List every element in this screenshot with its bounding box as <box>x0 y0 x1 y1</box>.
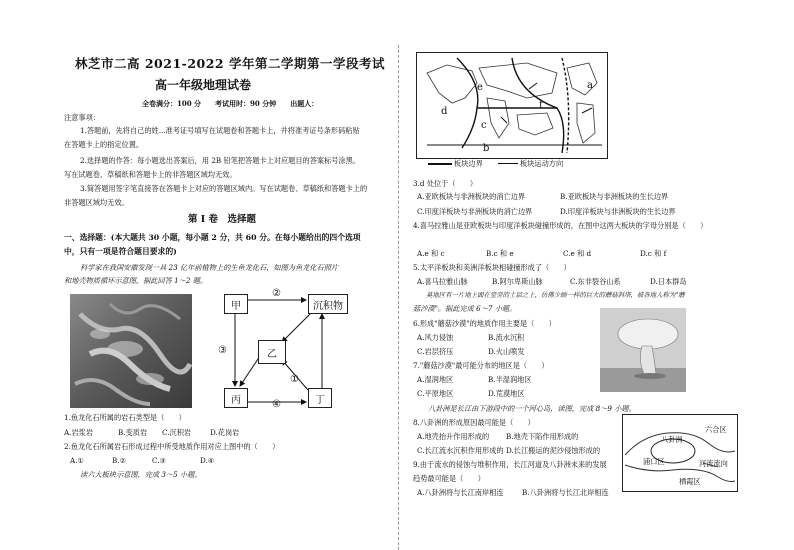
q2-option: C.③ <box>152 456 166 465</box>
map-label-d: d <box>441 106 448 117</box>
passage: 和地壳物质循环示意图，据此回答 1～2 题。 <box>64 276 208 285</box>
q5-option: C.东非裂谷山系 <box>570 277 621 286</box>
passage: 八卦洲是长江由下游段中的一个河心岛，读图，完成 8～9 小题。 <box>428 404 636 413</box>
note-line: 写在试题卷、草稿纸和答题卡上的非答题区域均无效。 <box>64 170 237 179</box>
q3-option: B.亚欧板块与非洲板块的生长边界 <box>560 192 669 201</box>
question-4: 4.喜马拉雅山是亚欧板块与印度洋板块碰撞形成的，在图中这两大板块的字母分别是（ ） <box>413 221 708 230</box>
q8-option: D.长江搬运的泥沙侵蚀形成的 <box>506 446 601 455</box>
q1-option: A.岩浆岩 <box>64 428 94 437</box>
passage: 莫地区有一片地上面在堂旁的土层之上，仿佛少顾一样的巨大的蘑菇斜塔，被各地人称为"蘑 <box>426 291 685 299</box>
q3-option: C.印度洋板块与非洲板块的消亡边界 <box>417 207 533 216</box>
question-1: 1.鱼龙化石所属的岩石类型是（ ） <box>64 413 186 422</box>
fossil-photo <box>70 294 192 408</box>
question-5: 5.太平洋板块和美洲洋板块相碰撞形成了（ ） <box>413 263 571 272</box>
q3-option: D.印度洋板块与非洲板块的生长边界 <box>560 207 676 216</box>
node-ding: 丁 <box>308 388 332 408</box>
section-title: 第 I 卷 选择题 <box>188 214 257 225</box>
label-3: ③ <box>218 345 227 356</box>
map-label-f: f <box>539 100 543 111</box>
question-3: 3.d 处位于（ ） <box>413 179 478 188</box>
island-map <box>622 414 738 492</box>
label-4: ④ <box>272 399 281 410</box>
q6-option: A.风力侵蚀 <box>417 333 454 342</box>
notes-heading: 注意事项： <box>64 113 100 122</box>
passage: 读六大板块示意图，完成 3～5 小题。 <box>80 470 202 479</box>
q7-option: C.平原地区 <box>417 389 454 398</box>
question-7: 7."蘑菇沙漠"最可能分布的地区是（ ） <box>413 361 549 370</box>
question-2: 2.鱼龙化石所属岩石形成过程中所受地质作用对应上图中的（ ） <box>64 442 280 451</box>
section-intro: 中，只有一项是符合题目要求的) <box>64 247 177 256</box>
map-label-b: b <box>483 143 490 154</box>
map-label-c: c <box>481 120 487 131</box>
note-line: 1.答题前，先将自己的姓...准考证号填写在试题卷和答题卡上，并将准考证号条形码粘贴 <box>80 126 360 135</box>
map-label-e: e <box>477 82 483 93</box>
q8-option: B.地壳下陷作用形成的 <box>506 432 579 441</box>
q9-option: A.八卦洲将与长江南岸相连 <box>417 488 504 497</box>
q6-option: D.火山喷发 <box>488 347 525 356</box>
q1-option: B.变质岩 <box>118 428 148 437</box>
q5-option: D.日本群岛 <box>650 277 687 286</box>
q4-option: B.c 和 e <box>486 249 514 258</box>
label-2: ② <box>272 288 281 299</box>
plate-map <box>416 52 608 159</box>
q4-option: A.e 和 c <box>417 249 445 258</box>
district-label: 浦口区 <box>643 457 665 466</box>
passage: 菇沙漠"。据此完成 6～7 小题。 <box>413 304 517 313</box>
legend-boundary: 板块边界 <box>454 159 483 168</box>
node-jia: 甲 <box>224 294 248 314</box>
exam-subtitle: 高一年级地理试卷 <box>155 78 252 92</box>
q7-option: B.半湿润地区 <box>488 375 532 384</box>
label-1: ① <box>290 374 299 385</box>
mushroom-rock-photo <box>600 308 686 392</box>
note-line: 2.选择题的作答：每小题选出答案后，用 2B 铅笔把答题卡上对应题目的答案标号涂黑。 <box>80 156 361 165</box>
exam-info: 全卷满分：100 分 考试用时：90 分钟 出题人： <box>142 99 319 108</box>
question-9: 9.由于流水的侵蚀与堆积作用，长江河道及八卦洲未来的发展 <box>413 460 607 469</box>
q4-option: D.c 和 f <box>640 249 667 258</box>
question-8: 8.八卦洲的形成原因最可能是（ ） <box>413 418 535 427</box>
legend-motion: 板块运动方向 <box>520 159 564 168</box>
arrow-legend-icon <box>498 163 518 164</box>
node-bing: 丙 <box>224 388 248 408</box>
district-label: 六合区 <box>705 425 727 434</box>
question-9-cont: 趋势最可能是（ ） <box>413 474 485 483</box>
q1-option: D.花岗岩 <box>210 428 240 437</box>
river-direction-label: 河流流向 <box>699 459 728 468</box>
column-divider <box>398 45 399 550</box>
q2-option: D.④ <box>200 456 215 465</box>
note-line: 在答题卡上的指定位置。 <box>64 140 144 149</box>
q4-option: C.e 和 d <box>563 249 592 258</box>
q7-option: A.湿润地区 <box>417 375 454 384</box>
q5-option: A.喜马拉雅山脉 <box>417 277 468 286</box>
q9-option: B.八卦洲将与长江北岸相连 <box>522 488 609 497</box>
q1-option: C.沉积岩 <box>162 428 192 437</box>
note-line: 3.简答题用签字笔直接答在答题卡上对应的答题区域内。写在试题卷、草稿纸和答题卡上的 <box>80 184 368 193</box>
question-6: 6.形成"蘑菇沙漠"的地质作用主要是（ ） <box>413 319 556 328</box>
map-label-a: a <box>587 80 593 91</box>
district-label: 栖霞区 <box>679 477 701 486</box>
node-yi: 乙 <box>258 340 286 364</box>
q8-option: C.长江流水沉积作用形成的 <box>417 446 504 455</box>
q6-option: C.岩层挤压 <box>417 347 454 356</box>
q7-option: D.荒漠地区 <box>488 389 525 398</box>
q2-option: A.① <box>70 456 84 465</box>
q3-option: A.亚欧板块与非洲板块的消亡边界 <box>417 192 526 201</box>
q5-option: B.阿尔卑斯山脉 <box>492 277 543 286</box>
boundary-legend-icon <box>428 163 452 165</box>
q8-option: A.地壳抬升作用形成的 <box>417 432 490 441</box>
section-intro: 一、选择题：(本大题共 30 小题，每小题 2 分，共 60 分。在每小题给出的四个选项 <box>64 233 361 242</box>
q6-option: B.流水沉积 <box>488 333 525 342</box>
exam-title: 林芝市二高 2021-2022 学年第二学期第一学段考试 <box>75 56 385 71</box>
q2-option: B.② <box>112 456 127 465</box>
note-line: 非答题区域均无效。 <box>64 198 129 207</box>
passage: 科学家在我国安徽发现一具 23 亿年前植物上的生鱼龙化石，如图为鱼龙化石照片 <box>80 263 339 272</box>
island-label: 八卦洲 <box>661 435 683 444</box>
node-sediment: 沉积物 <box>308 294 348 314</box>
